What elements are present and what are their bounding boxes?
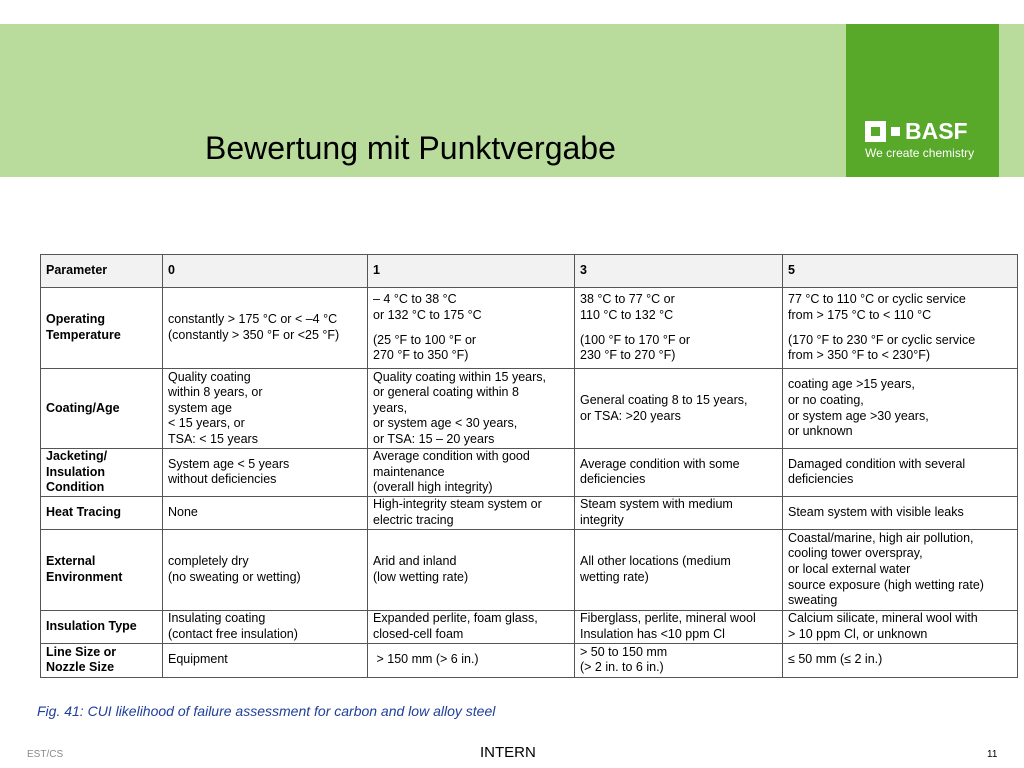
score-0-cell: completely dry (no sweating or wetting) bbox=[163, 529, 368, 610]
score-3-cell: Fiberglass, perlite, mineral wool Insulation has <10 ppm Cl bbox=[575, 610, 783, 643]
param-cell: External Environment bbox=[41, 529, 163, 610]
param-cell: Jacketing/ Insulation Condition bbox=[41, 449, 163, 497]
score-1-cell: Average condition with good maintenance (overall high integrity) bbox=[368, 449, 575, 497]
score-3-cell: 38 °C to 77 °C or 110 °C to 132 °C (100 °F to 170 °F or 230 °F to 270 °F) bbox=[575, 288, 783, 369]
score-5-cell: Calcium silicate, mineral wool with > 10 ppm Cl, or unknown bbox=[783, 610, 1018, 643]
table-row bbox=[41, 288, 1018, 369]
score-1-cell: – 4 °C to 38 °C or 132 °C to 175 °C (25 °F to 100 °F or 270 °F to 350 °F) bbox=[368, 288, 575, 369]
score-3-cell: Steam system with medium integrity bbox=[575, 496, 783, 529]
score-5-cell: Steam system with visible leaks bbox=[783, 496, 1018, 529]
table-header-row bbox=[41, 255, 1018, 288]
score-5-cell: 77 °C to 110 °C or cyclic service from > 175 °C to < 110 °C (170 °F to 230 °F or cyclic service from > 350 °F to < 230°F) bbox=[783, 288, 1018, 369]
score-0-cell: Quality coating within 8 years, or system age < 15 years, or TSA: < 15 years bbox=[163, 369, 368, 449]
score-1-cell: > 150 mm (> 6 in.) bbox=[368, 643, 575, 677]
score-3-cell: General coating 8 to 15 years, or TSA: >20 years bbox=[575, 369, 783, 449]
table-row bbox=[41, 449, 1018, 497]
param-cell: Operating Temperature bbox=[41, 288, 163, 369]
logo-tagline: We create chemistry bbox=[865, 146, 975, 160]
cui-assessment-table bbox=[40, 254, 1018, 678]
score-1-cell: High-integrity steam system or electric tracing bbox=[368, 496, 575, 529]
header-parameter: Parameter bbox=[41, 255, 163, 288]
score-0-cell: System age < 5 years without deficiencies bbox=[163, 449, 368, 497]
score-0-cell: None bbox=[163, 496, 368, 529]
table-row bbox=[41, 369, 1018, 449]
score-1-cell: Quality coating within 15 years, or general coating within 8 years, or system age < 30 years, or TSA: 15 – 20 years bbox=[368, 369, 575, 449]
score-5-cell: Damaged condition with several deficiencies bbox=[783, 449, 1018, 497]
param-cell: Coating/Age bbox=[41, 369, 163, 449]
param-cell: Line Size or Nozzle Size bbox=[41, 643, 163, 677]
page-number: 11 bbox=[987, 749, 998, 760]
score-0-cell: constantly > 175 °C or < –4 °C (constantly > 350 °F or <25 °F) bbox=[163, 288, 368, 369]
header-score-1: 1 bbox=[368, 255, 575, 288]
table-row bbox=[41, 610, 1018, 643]
header-score-0: 0 bbox=[163, 255, 368, 288]
footer-classification: INTERN bbox=[480, 744, 536, 761]
basf-logo-icon bbox=[865, 121, 886, 142]
score-1-cell: Arid and inland (low wetting rate) bbox=[368, 529, 575, 610]
figure-caption: Fig. 41: CUI likelihood of failure assessment for carbon and low alloy steel bbox=[37, 703, 496, 719]
table-row bbox=[41, 496, 1018, 529]
footer-department: EST/CS bbox=[27, 749, 64, 760]
logo-dot bbox=[891, 127, 900, 136]
score-3-cell: All other locations (medium wetting rate) bbox=[575, 529, 783, 610]
header-score-5: 5 bbox=[783, 255, 1018, 288]
logo-wordmark: BASF bbox=[905, 118, 968, 144]
score-0-cell: Equipment bbox=[163, 643, 368, 677]
score-3-cell: Average condition with some deficiencies bbox=[575, 449, 783, 497]
param-cell: Insulation Type bbox=[41, 610, 163, 643]
score-1-cell: Expanded perlite, foam glass, closed-cell foam bbox=[368, 610, 575, 643]
score-5-cell: Coastal/marine, high air pollution, cooling tower overspray, or local external water source exposure (high wetting rate) sweating bbox=[783, 529, 1018, 610]
table-row bbox=[41, 643, 1018, 677]
score-3-cell: > 50 to 150 mm (> 2 in. to 6 in.) bbox=[575, 643, 783, 677]
score-0-cell: Insulating coating (contact free insulation) bbox=[163, 610, 368, 643]
header-score-3: 3 bbox=[575, 255, 783, 288]
table-row bbox=[41, 529, 1018, 610]
page-title: Bewertung mit Punktvergabe bbox=[205, 130, 616, 166]
score-5-cell: coating age >15 years, or no coating, or system age >30 years, or unknown bbox=[783, 369, 1018, 449]
param-cell: Heat Tracing bbox=[41, 496, 163, 529]
score-5-cell: ≤ 50 mm (≤ 2 in.) bbox=[783, 643, 1018, 677]
